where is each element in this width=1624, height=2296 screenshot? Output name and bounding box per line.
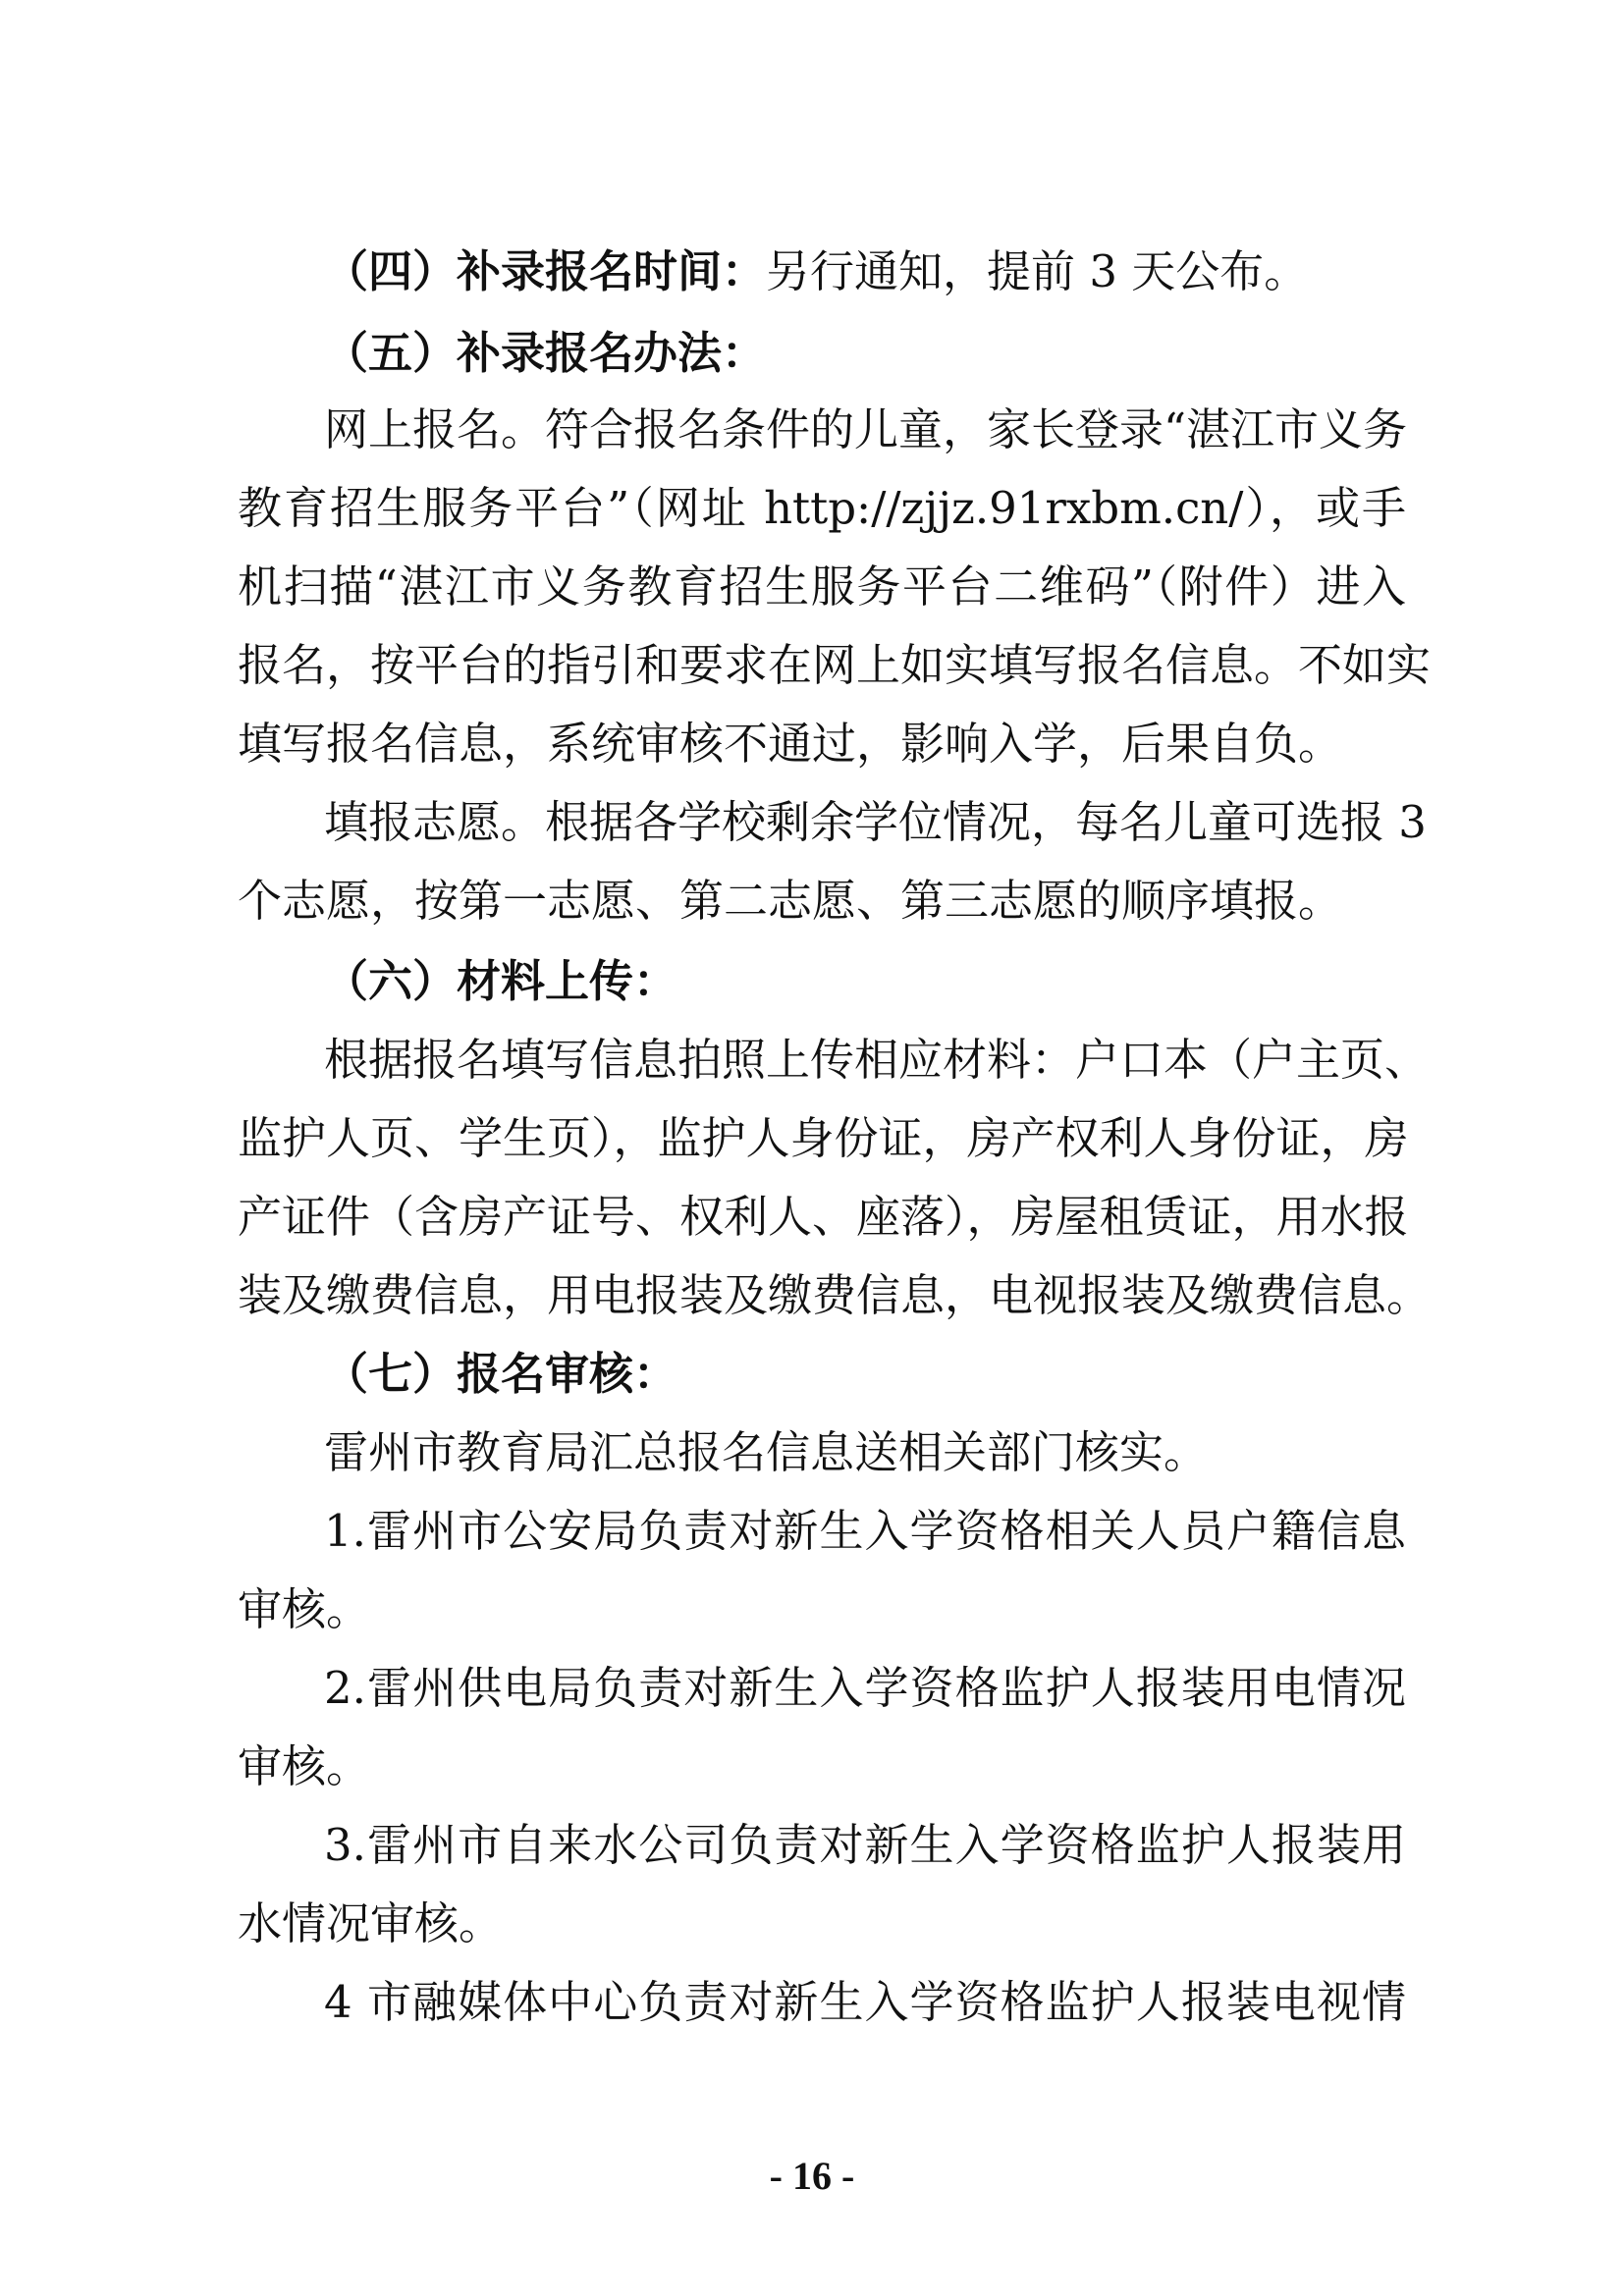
paragraph-line: 监护人页、学生页），监护人身份证，房产权利人身份证，房: [238, 1112, 1409, 1164]
paragraph-line: 网上报名。符合报名条件的儿童，家长登录“湛江市义务: [324, 403, 1408, 455]
page-number: - 16 -: [769, 2154, 855, 2198]
section-5-heading: [324, 324, 766, 383]
paragraph-line: 机扫描“湛江市义务教育招生服务平台二维码”（附件）进入: [238, 561, 1406, 613]
section-4-text: 另行通知，提前 3 天公布。: [766, 245, 1309, 297]
section-4-label: （四）补录报名时间：: [324, 245, 767, 297]
section-7-heading: [324, 1345, 677, 1404]
section-6-label: （六）材料上传：: [324, 955, 678, 1007]
paragraph-line: 报名，按平台的指引和要求在网上如实填写报名信息。不如实: [238, 639, 1432, 691]
paragraph-line: 3.雷州市自来水公司负责对新生入学资格监护人报装用: [324, 1819, 1406, 1871]
section-4-heading: [324, 242, 1308, 301]
paragraph-line: 雷州市教育局汇总报名信息送相关部门核实。: [324, 1426, 1209, 1478]
paragraph-line: 审核。: [238, 1740, 371, 1792]
paragraph-line: 2.雷州供电局负责对新生入学资格监护人报装用电情况: [324, 1662, 1406, 1714]
section-6-heading: [324, 952, 677, 1011]
section-7-label: （七）报名审核：: [324, 1348, 678, 1400]
paragraph-line: 教育招生服务平台”（网址 http://zjjz.91rxbm.cn/），或手: [238, 482, 1406, 534]
paragraph-line: 产证件（含房产证号、权利人、座落），房屋租赁证，用水报: [238, 1191, 1409, 1243]
paragraph-line: 装及缴费信息，用电报装及缴费信息，电视报装及缴费信息。: [238, 1269, 1432, 1321]
paragraph-line: 4 市融媒体中心负责对新生入学资格监护人报装电视情: [324, 1976, 1406, 2028]
paragraph-line: 根据报名填写信息拍照上传相应材料：户口本（户主页、: [324, 1034, 1430, 1086]
section-5-label: （五）补录报名办法：: [324, 327, 767, 379]
paragraph-line: 填报志愿。根据各学校剩余学位情况，每名儿童可选报 3: [324, 796, 1427, 848]
paragraph-line: 填写报名信息，系统审核不通过，影响入学，后果自负。: [238, 718, 1343, 770]
paragraph-line: 个志愿，按第一志愿、第二志愿、第三志愿的顺序填报。: [238, 875, 1343, 927]
paragraph-line: 水情况审核。: [238, 1897, 504, 1949]
paragraph-line: 审核。: [238, 1583, 371, 1635]
paragraph-line: 1.雷州市公安局负责对新生入学资格相关人员户籍信息: [324, 1505, 1406, 1557]
